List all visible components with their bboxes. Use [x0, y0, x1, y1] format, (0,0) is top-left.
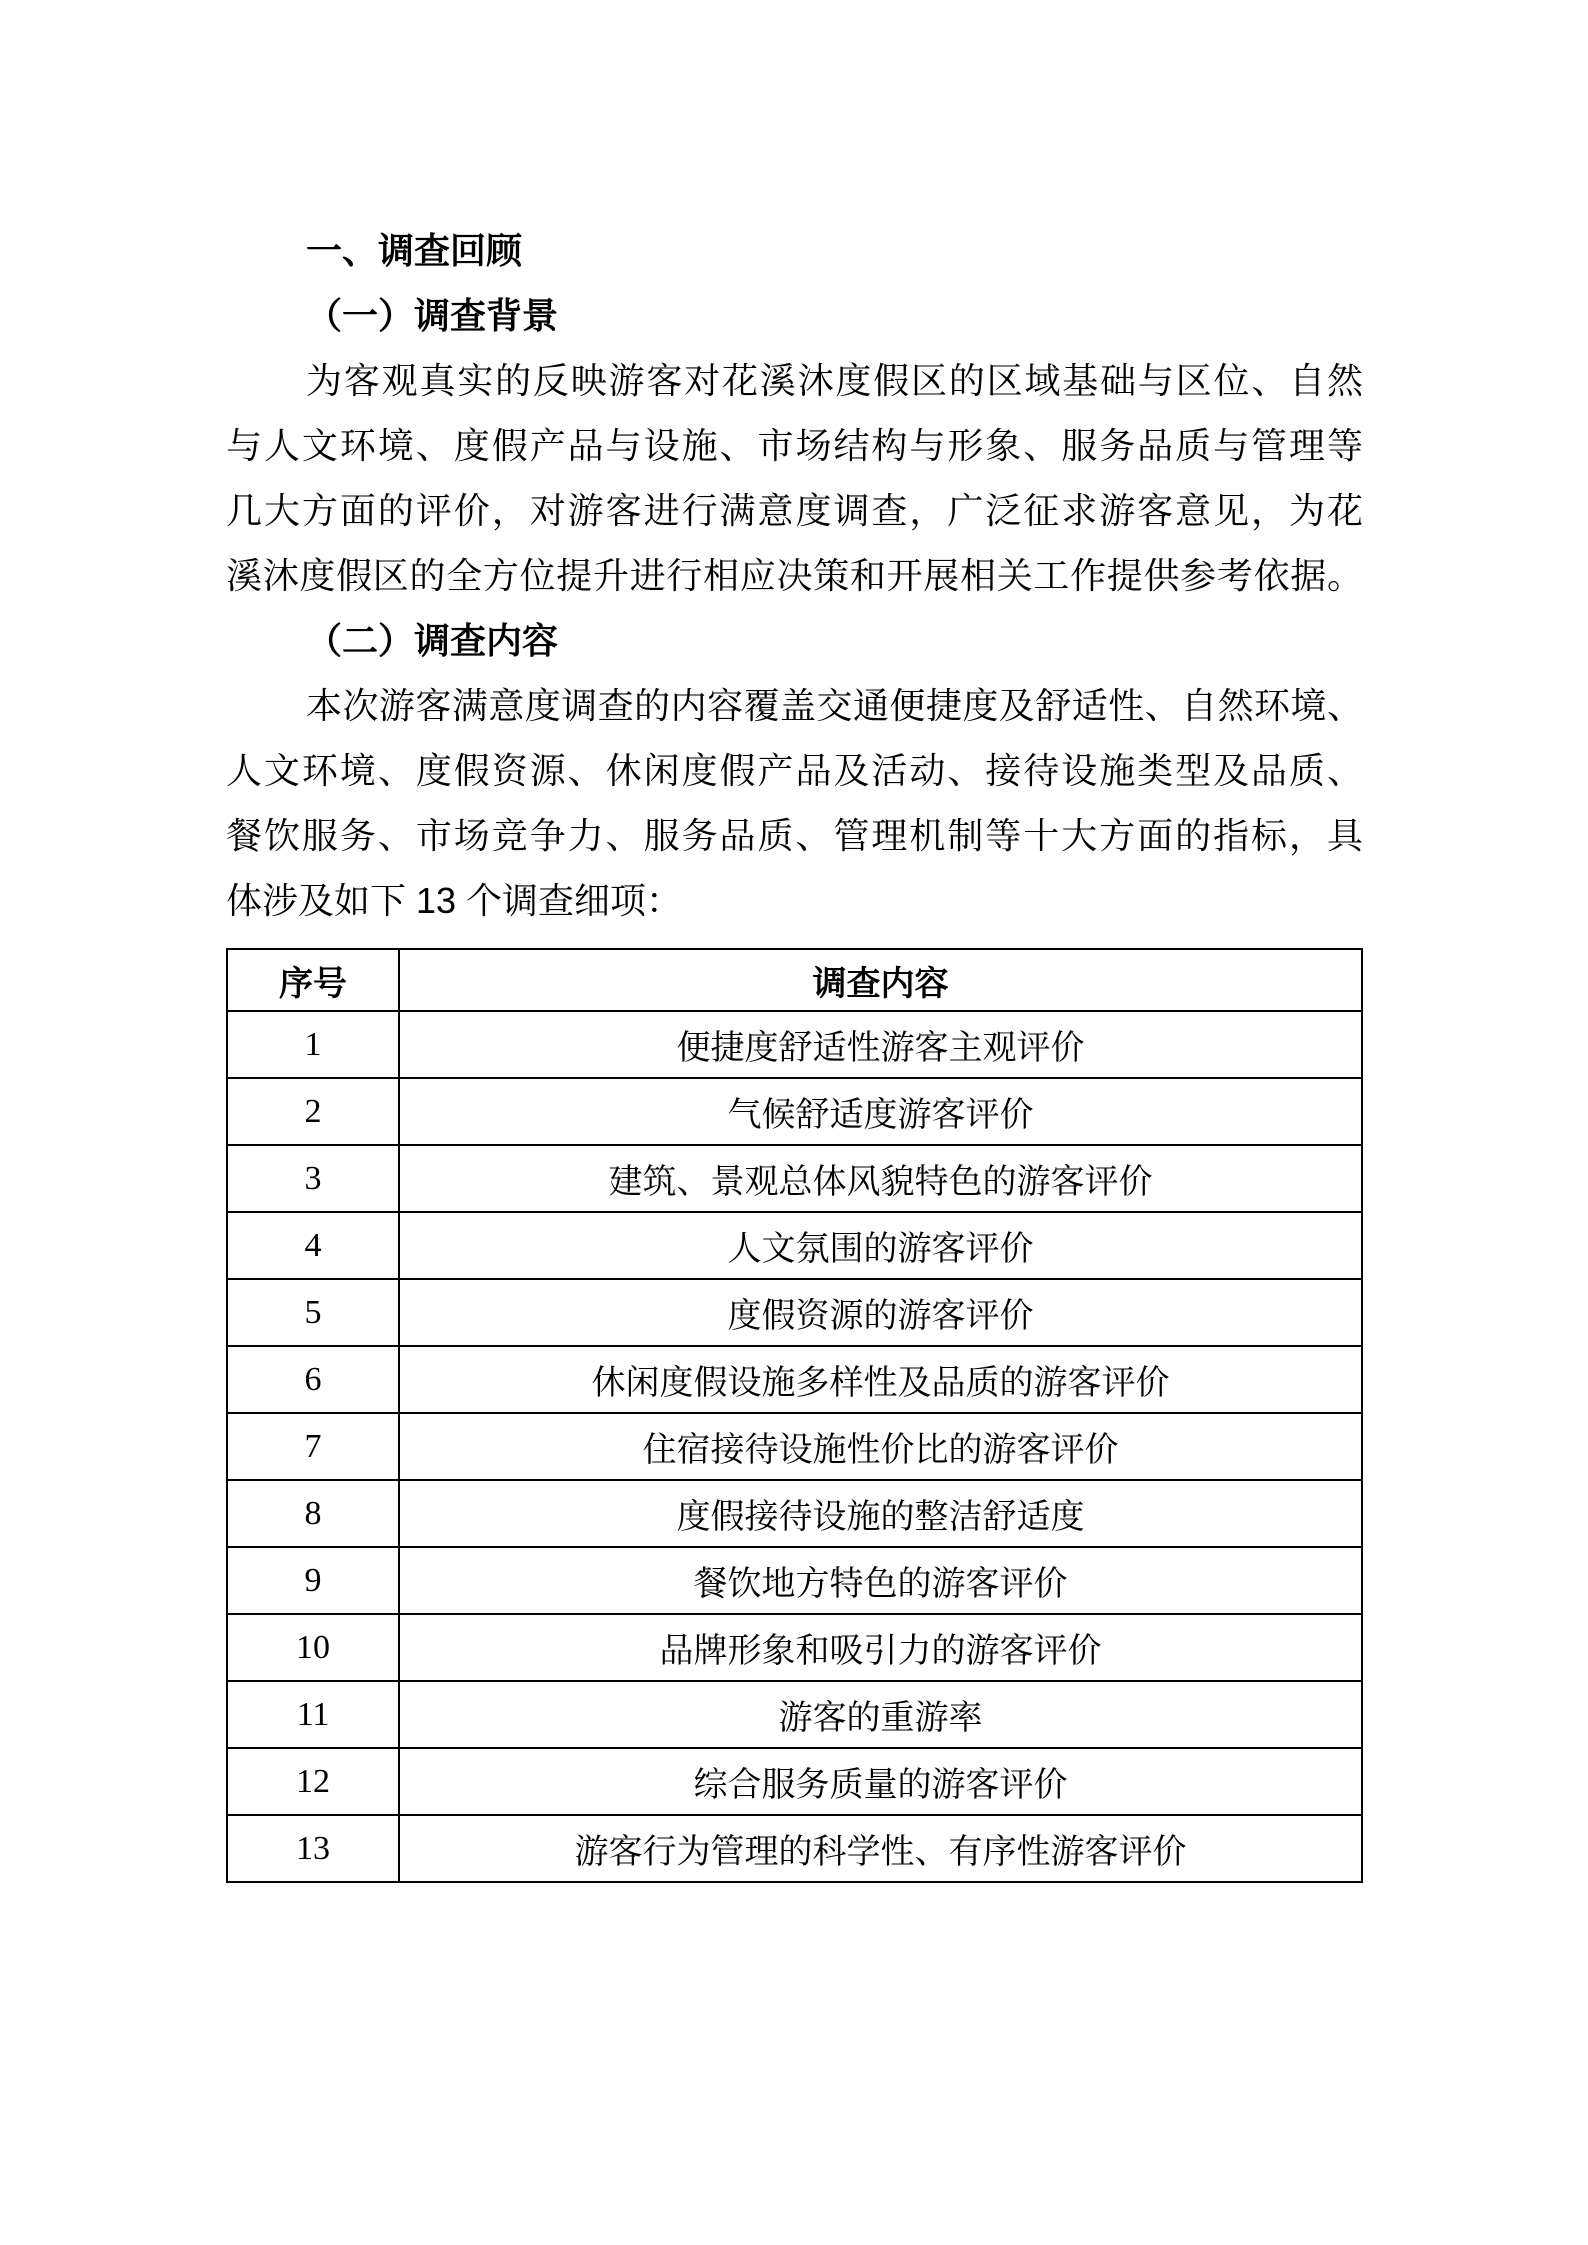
row-number: 7	[227, 1413, 399, 1480]
section-heading-1: 一、调查回顾	[306, 230, 523, 271]
row-content: 气候舒适度游客评价	[399, 1078, 1362, 1145]
table-row-2	[227, 1078, 1362, 1145]
table-row-4	[227, 1212, 1362, 1279]
text-block	[226, 218, 1363, 933]
row-number: 9	[227, 1547, 399, 1614]
row-content: 品牌形象和吸引力的游客评价	[399, 1614, 1362, 1681]
paragraph-2-line-1: 本次游客满意度调查的内容覆盖交通便捷度及舒适性、自然环境、	[306, 685, 1363, 726]
row-number: 8	[227, 1480, 399, 1547]
table-row-3	[227, 1145, 1362, 1212]
row-content: 餐饮地方特色的游客评价	[399, 1547, 1362, 1614]
row-content: 度假接待设施的整洁舒适度	[399, 1480, 1362, 1547]
paragraph-1-line-2: 与人文环境、度假产品与设施、市场结构与形象、服务品质与管理等	[226, 425, 1363, 466]
row-number: 4	[227, 1212, 399, 1279]
table-row-8	[227, 1480, 1362, 1547]
row-content: 建筑、景观总体风貌特色的游客评价	[399, 1145, 1362, 1212]
table-row-1	[227, 1011, 1362, 1078]
paragraph-2-line-2: 人文环境、度假资源、休闲度假产品及活动、接待设施类型及品质、	[226, 750, 1363, 791]
row-content: 住宿接待设施性价比的游客评价	[399, 1413, 1362, 1480]
row-number: 6	[227, 1346, 399, 1413]
table-header-no: 序号	[227, 949, 399, 1011]
paragraph-1-line-1: 为客观真实的反映游客对花溪沐度假区的区域基础与区位、自然	[306, 360, 1363, 401]
table-header-content: 调查内容	[399, 949, 1362, 1011]
table-row-10	[227, 1614, 1362, 1681]
row-number: 2	[227, 1078, 399, 1145]
row-content: 度假资源的游客评价	[399, 1279, 1362, 1346]
row-number: 5	[227, 1279, 399, 1346]
table-row-7	[227, 1413, 1362, 1480]
row-content: 人文氛围的游客评价	[399, 1212, 1362, 1279]
table-row-9	[227, 1547, 1362, 1614]
row-number: 1	[227, 1011, 399, 1078]
paragraph-2-line-4: 体涉及如下 13 个调查细项：	[226, 880, 683, 921]
row-content: 游客行为管理的科学性、有序性游客评价	[399, 1815, 1362, 1882]
row-number: 12	[227, 1748, 399, 1815]
row-number: 11	[227, 1681, 399, 1748]
survey-items-table	[226, 948, 1363, 1883]
subsection-heading-1: （一）调查背景	[306, 295, 559, 336]
row-content: 游客的重游率	[399, 1681, 1362, 1748]
row-number: 3	[227, 1145, 399, 1212]
subsection-heading-2: （二）调查内容	[306, 620, 559, 661]
row-number: 13	[227, 1815, 399, 1882]
paragraph-1-line-3: 几大方面的评价，对游客进行满意度调查，广泛征求游客意见，为花	[226, 490, 1363, 531]
paragraph-2-line-3: 餐饮服务、市场竞争力、服务品质、管理机制等十大方面的指标，具	[226, 815, 1363, 856]
table-row-11	[227, 1681, 1362, 1748]
row-number: 10	[227, 1614, 399, 1681]
row-content: 休闲度假设施多样性及品质的游客评价	[399, 1346, 1362, 1413]
paragraph-1-line-4: 溪沐度假区的全方位提升进行相应决策和开展相关工作提供参考依据。	[226, 555, 1363, 596]
table-row-6	[227, 1346, 1362, 1413]
table-header-row	[227, 949, 1362, 1011]
table-row-13	[227, 1815, 1362, 1882]
table-row-5	[227, 1279, 1362, 1346]
table-row-12	[227, 1748, 1362, 1815]
row-content: 综合服务质量的游客评价	[399, 1748, 1362, 1815]
row-content: 便捷度舒适性游客主观评价	[399, 1011, 1362, 1078]
